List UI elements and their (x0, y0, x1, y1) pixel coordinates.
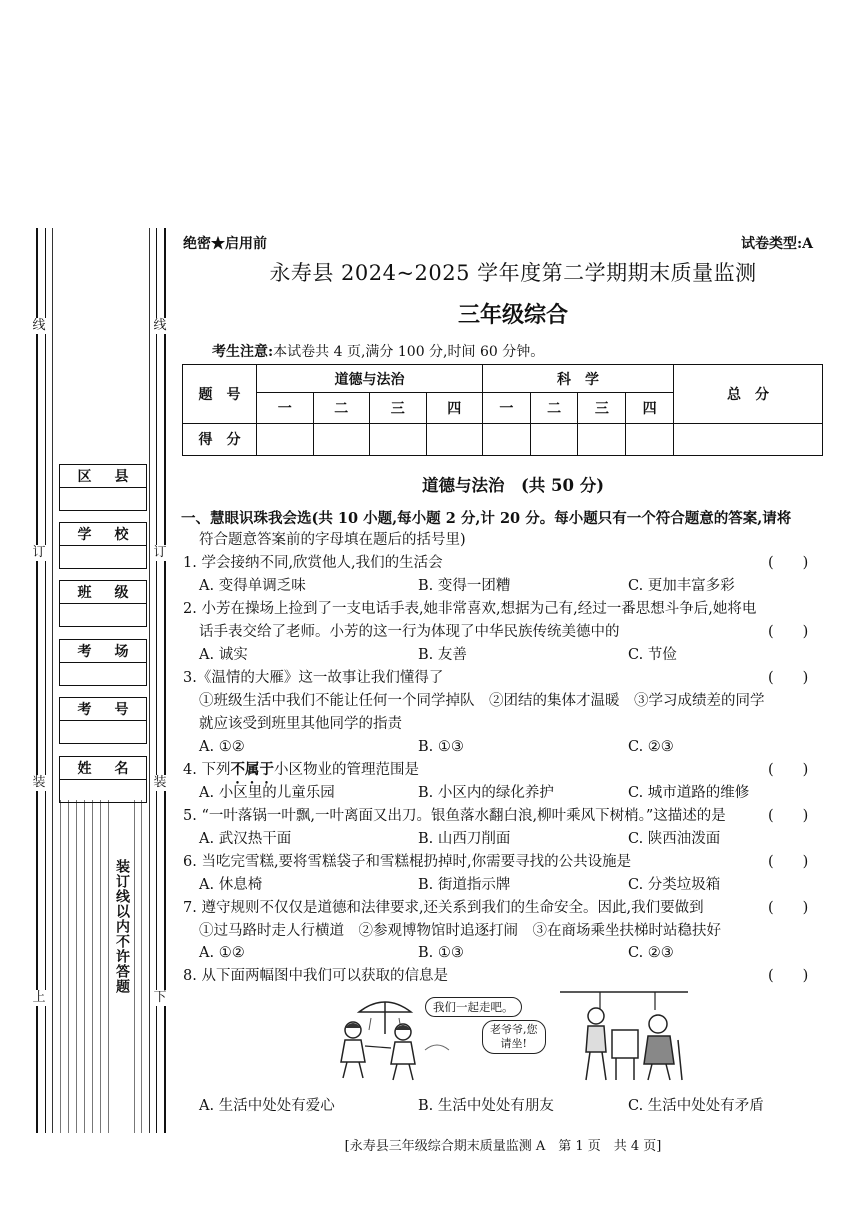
score-cell[interactable] (426, 423, 483, 455)
margin-char-outer: 装 (32, 775, 46, 790)
exam-notice (212, 341, 544, 361)
score-cell[interactable] (313, 423, 370, 455)
option-c: C. 陕西油泼面 (628, 831, 721, 847)
margin-char-inner: 线 (153, 318, 167, 333)
col-header: 四 (626, 393, 674, 423)
margin-char-inner: 下 (153, 990, 167, 1005)
option-b: B. 友善 (418, 647, 467, 663)
option-b: B. 小区内的绿化养护 (418, 785, 554, 801)
field-label-char: 级 (114, 585, 129, 601)
margin-char-outer: 线 (32, 318, 46, 333)
option-c: C. ②③ (628, 739, 674, 755)
field-label-char: 名 (114, 761, 129, 777)
option-a: A. ①② (199, 945, 245, 961)
name-field[interactable] (59, 756, 147, 803)
paper-type: 试卷类型:A (741, 236, 814, 252)
option-a: A. 武汉热干面 (199, 831, 292, 847)
option-b: B. 生活中处处有朋友 (418, 1098, 554, 1114)
answer-blank[interactable]: ( ) (768, 854, 809, 870)
answer-blank[interactable]: ( ) (768, 555, 809, 571)
field-label-char: 县 (114, 469, 129, 485)
question-3: 3.《温情的大雁》这一故事让我们懂得了 (183, 670, 444, 686)
option-c: C. 更加丰富多彩 (628, 578, 735, 594)
question-3-items-cont: 就应该受到班里其他同学的指责 (199, 716, 402, 732)
field-label-char: 区 (77, 469, 92, 485)
group-morality-law: 道德与法治 (257, 365, 483, 393)
class-field[interactable] (59, 580, 147, 627)
question-7: 7. 遵守规则不仅仅是道德和法律要求,还关系到我们的生命安全。因此,我们要做到 (183, 900, 704, 916)
score-cell[interactable] (483, 423, 531, 455)
row-label-score: 得 分 (183, 423, 257, 455)
part1-line1: 一、慧眼识珠我会选(共 10 小题,每小题 2 分,计 20 分。每小题只有一个符合题意的答案,请将 (181, 510, 792, 527)
answer-blank[interactable]: ( ) (768, 670, 809, 686)
option-a: A. 诚实 (199, 647, 248, 663)
district-field[interactable] (59, 464, 147, 511)
col-header: 三 (578, 393, 626, 423)
exam-number-field[interactable] (59, 697, 147, 744)
score-table (182, 364, 823, 456)
school-field[interactable] (59, 522, 147, 569)
question-1: 1. 学会接纳不同,欣赏他人,我们的生活会 (183, 555, 443, 571)
question-8: 8. 从下面两幅图中我们可以获取的信息是 (183, 968, 448, 984)
option-c: C. ②③ (628, 945, 674, 961)
field-label-char: 号 (114, 702, 129, 718)
illustration-seat (560, 990, 690, 1085)
part1-instruction (181, 509, 791, 529)
exam-room-field[interactable] (59, 639, 147, 686)
answer-blank[interactable]: ( ) (768, 762, 809, 778)
option-a: A. ①② (199, 739, 245, 755)
margin-char-outer: 订 (32, 545, 46, 560)
row-label-question-no: 题 号 (183, 365, 257, 424)
notice-text: 本试卷共 4 页,满分 100 分,时间 60 分钟。 (273, 344, 545, 360)
col-header: 二 (530, 393, 578, 423)
answer-blank[interactable]: ( ) (768, 624, 809, 640)
field-label-char: 姓 (77, 761, 92, 777)
binding-note: 装订线以内不许答题 (112, 855, 132, 998)
bubble-1-text: 我们一起走吧。 (433, 1000, 514, 1014)
question-4-part: 4. 下列 (183, 762, 231, 778)
section-title: 道德与法治 (共 50 分) (421, 476, 605, 495)
page-footer: [永寿县三年级综合期末质量监测 A 第 1 页 共 4 页] (344, 1139, 662, 1154)
option-b: B. ①③ (418, 945, 464, 961)
score-cell[interactable] (626, 423, 674, 455)
speech-bubble-1 (425, 997, 522, 1017)
score-cell[interactable] (578, 423, 626, 455)
field-label-char: 班 (77, 585, 92, 601)
margin-char-inner: 订 (153, 545, 167, 560)
group-science: 科 学 (483, 365, 674, 393)
col-header: 二 (313, 393, 370, 423)
field-label-char: 考 (77, 702, 92, 718)
option-b: B. 变得一团糟 (418, 578, 511, 594)
secret-mark: 绝密★启用前 (183, 236, 267, 252)
total-score-cell[interactable] (674, 423, 823, 455)
score-cell[interactable] (370, 423, 427, 455)
question-2-cont: 话手表交给了老师。小芳的这一行为体现了中华民族传统美德中的 (199, 624, 620, 640)
question-6: 6. 当吃完雪糕,要将雪糕袋子和雪糕棍扔掉时,你需要寻找的公共设施是 (183, 854, 632, 870)
option-c: C. 节俭 (628, 647, 677, 663)
question-4-part: 小区物业的管理范围是 (273, 762, 419, 778)
option-c: C. 分类垃圾箱 (628, 877, 721, 893)
margin-char-inner: 装 (153, 775, 167, 790)
option-c: C. 城市道路的维修 (628, 785, 750, 801)
notice-label: 考生注意: (212, 344, 274, 360)
answer-blank[interactable]: ( ) (768, 808, 809, 824)
option-b: B. ①③ (418, 739, 464, 755)
bubble-2-line-1: 老爷爷,您 (490, 1023, 538, 1036)
option-c: C. 生活中处处有矛盾 (628, 1098, 764, 1114)
answer-blank[interactable]: ( ) (768, 968, 809, 984)
option-a: A. 小区里的儿童乐园 (199, 785, 335, 801)
score-cell[interactable] (530, 423, 578, 455)
option-b: B. 街道指示牌 (418, 877, 511, 893)
field-label-char: 考 (77, 644, 92, 660)
col-header: 一 (257, 393, 314, 423)
option-a: A. 休息椅 (199, 877, 263, 893)
field-label-char: 校 (114, 527, 129, 543)
question-4-emphasis: 不属于 (230, 761, 274, 778)
answer-blank[interactable]: ( ) (768, 900, 809, 916)
col-header: 一 (483, 393, 531, 423)
score-cell[interactable] (257, 423, 314, 455)
field-label-char: 场 (114, 644, 129, 660)
question-2: 2. 小芳在操场上捡到了一支电话手表,她非常喜欢,想据为己有,经过一番思想斗争后,她将电 (183, 601, 757, 617)
question-3-items: ①班级生活中我们不能让任何一个同学掉队 ②团结的集体才温暖 ③学习成绩差的同学 (199, 693, 765, 709)
col-header: 四 (426, 393, 483, 423)
part1-instruction-2: 符合题意答案前的字母填在题后的括号里) (199, 532, 466, 548)
question-7-items: ①过马路时走人行横道 ②参观博物馆时追逐打闹 ③在商场乘坐扶梯时站稳扶好 (199, 923, 721, 939)
field-label-char: 学 (77, 527, 92, 543)
bus-seat-offer-icon (560, 990, 690, 1085)
speech-bubble-2 (482, 1020, 546, 1054)
page-subtitle: 三年级综合 (457, 303, 568, 328)
option-a: A. 生活中处处有爱心 (199, 1098, 335, 1114)
col-header: 三 (370, 393, 427, 423)
margin-char-outer: 上 (32, 990, 46, 1005)
bubble-2-line-2: 请坐! (500, 1037, 527, 1050)
page-title: 永寿县 2024~2025 学年度第二学期期末质量监测 (269, 261, 757, 285)
question-5: 5. “一叶落锅一叶飘,一叶离面又出刀。银鱼落水翻白浪,柳叶乘风下树梢。”这描述的是 (183, 808, 726, 824)
option-a: A. 变得单调乏味 (199, 578, 306, 594)
total-score-label: 总 分 (674, 365, 823, 424)
option-b: B. 山西刀削面 (418, 831, 511, 847)
